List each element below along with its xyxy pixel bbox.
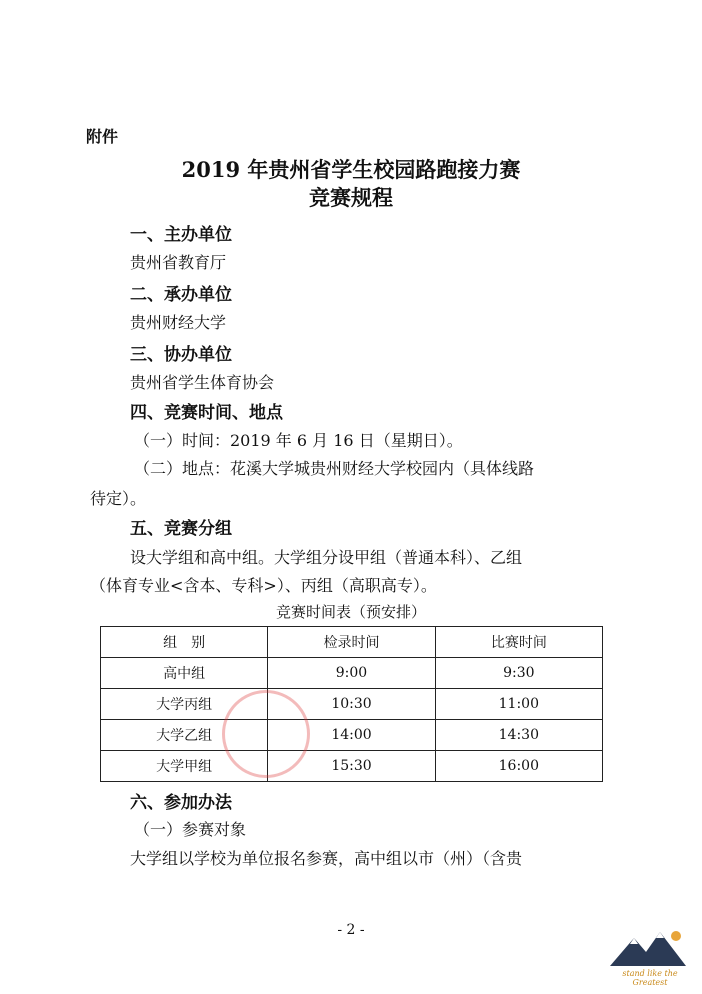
groups-text-line1: 设大学组和高中组。大学组分设甲组（普通本科）、乙组 xyxy=(130,548,523,567)
document-subtitle: 竞赛规程 xyxy=(309,185,393,210)
section-heading-groups: 五、竞赛分组 xyxy=(130,519,232,539)
table-cell: 9:30 xyxy=(435,658,602,689)
attachment-label: 附件 xyxy=(86,127,119,146)
table-cell: 大学乙组 xyxy=(101,720,268,751)
table-cell: 11:00 xyxy=(435,689,602,720)
column-header-group: 组 别 xyxy=(101,627,268,658)
table-row xyxy=(101,689,603,720)
table-row xyxy=(101,720,603,751)
table-cell: 14:30 xyxy=(435,720,602,751)
groups-text-line2: （体育专业<含本、专科>）、丙组（高职高专）。 xyxy=(90,576,437,595)
time-text: （一）时间：2019 年 6 月 16 日（星期日）。 xyxy=(134,431,463,450)
table-cell: 大学丙组 xyxy=(101,689,268,720)
schedule-caption: 竞赛时间表（预安排） xyxy=(275,603,426,621)
table-cell: 大学甲组 xyxy=(101,751,268,782)
table-cell: 10:30 xyxy=(268,689,435,720)
table-row xyxy=(101,658,603,689)
page-number: - 2 - xyxy=(337,922,365,938)
logo-slogan: stand like the Greatest xyxy=(622,969,678,987)
table-cell: 15:30 xyxy=(268,751,435,782)
document-title: 2019 年贵州省学生校园路跑接力赛 xyxy=(181,157,521,182)
place-text-line1: （二）地点：花溪大学城贵州财经大学校园内（具体线路 xyxy=(134,459,535,478)
table-cell: 16:00 xyxy=(435,751,602,782)
section-heading-participation: 六、参加办法 xyxy=(130,793,232,813)
table-cell: 14:00 xyxy=(268,720,435,751)
participants-subheading: （一）参赛对象 xyxy=(134,820,247,839)
official-seal-stamp xyxy=(222,690,310,778)
schedule-table xyxy=(100,626,603,782)
section-heading-host: 二、承办单位 xyxy=(130,285,232,305)
organizer-text: 贵州省教育厅 xyxy=(130,253,227,272)
table-header-row xyxy=(101,627,603,658)
column-header-race: 比赛时间 xyxy=(435,627,602,658)
host-text: 贵州财经大学 xyxy=(130,313,227,332)
table-row xyxy=(101,751,603,782)
table-cell: 9:00 xyxy=(268,658,435,689)
table-cell: 高中组 xyxy=(101,658,268,689)
section-heading-co-organizer: 三、协办单位 xyxy=(130,345,232,365)
section-heading-time-place: 四、竞赛时间、地点 xyxy=(130,403,283,423)
place-text-line2: 待定）。 xyxy=(90,489,147,508)
co-organizer-text: 贵州省学生体育协会 xyxy=(130,373,275,392)
section-heading-organizer: 一、主办单位 xyxy=(130,225,232,245)
column-header-checkin: 检录时间 xyxy=(268,627,435,658)
participants-text-line1: 大学组以学校为单位报名参赛，高中组以市（州）（含贵 xyxy=(130,849,523,868)
